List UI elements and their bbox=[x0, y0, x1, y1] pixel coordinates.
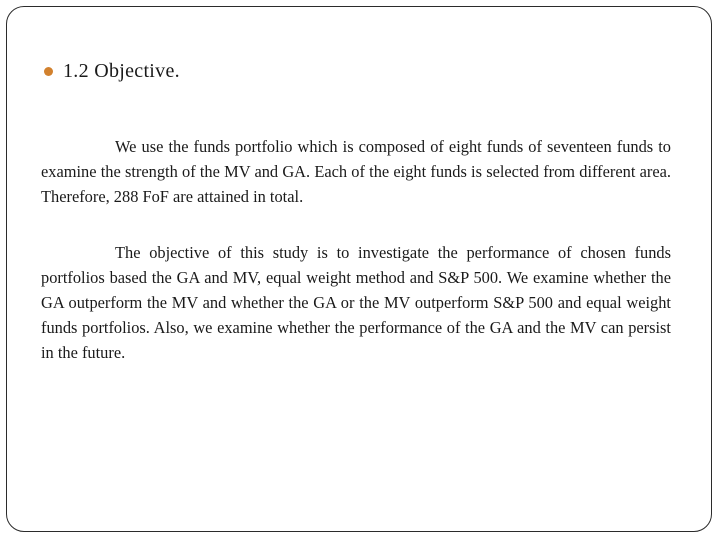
paragraph-objective: The objective of this study is to investigate the performance of chosen funds portfolios based the GA and MV, equal weight method and S&P 500. We examine whether the GA outperform the MV and whether the GA or the MV outperform S&P 500 and equal weight funds portfolios. Also, we examine whether the performance of the GA and the MV can persist in the future. bbox=[41, 243, 671, 362]
slide-heading bbox=[44, 60, 180, 83]
bullet-dot-icon bbox=[44, 67, 53, 76]
paragraph-method: We use the funds portfolio which is composed of eight funds of seventeen funds to examine the strength of the MV and GA. Each of the eight funds is selected from different area. Therefore, 288 FoF are attained in total. bbox=[41, 137, 671, 206]
heading-text: 1.2 Objective. bbox=[63, 60, 180, 82]
